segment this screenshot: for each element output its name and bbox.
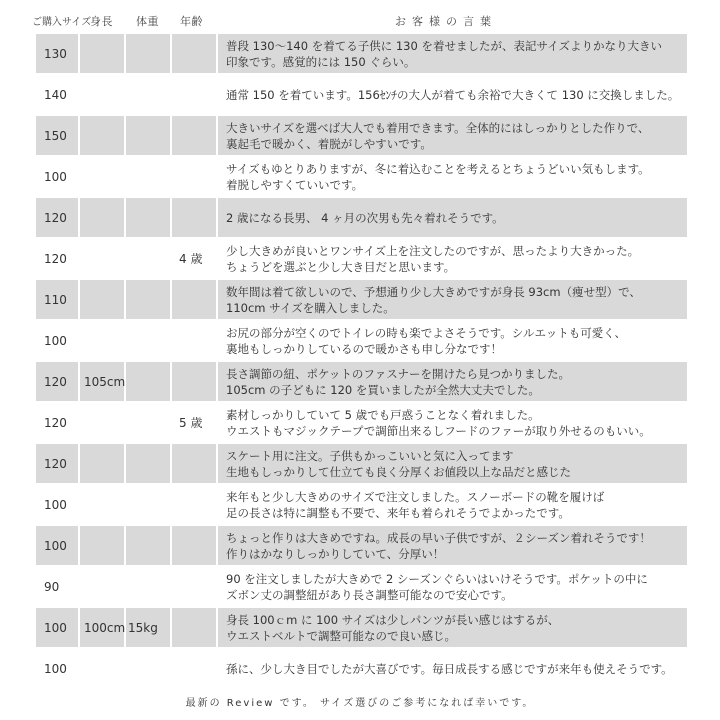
table-row — [36, 75, 687, 114]
weight-cell — [126, 239, 170, 278]
size-cell: 100 — [36, 526, 78, 565]
table-row — [36, 157, 687, 196]
table-row — [36, 34, 687, 73]
height-cell — [80, 444, 124, 483]
height-cell — [80, 239, 124, 278]
age-cell — [172, 75, 216, 114]
height-cell: 105cm — [80, 362, 124, 401]
age-cell — [172, 526, 216, 565]
weight-cell — [126, 362, 170, 401]
table-row — [36, 608, 687, 647]
review-text-cell: 来年もと少し大きめのサイズで注文しました。スノーボードの靴を履けば 足の長さは特に調整も不要で、来年も着られそうでよかったです。 — [226, 489, 605, 520]
table-header — [0, 0, 720, 34]
height-cell — [80, 75, 124, 114]
height-cell — [80, 649, 124, 688]
weight-cell — [126, 526, 170, 565]
review-text-cell: サイズもゆとりありますが、冬に着込むことを考えるとちょうどいい気もします。 着脱しやすくていいです。 — [226, 161, 650, 192]
age-cell — [172, 198, 216, 237]
header-size: ご購入サイズ — [32, 17, 92, 28]
weight-cell — [126, 116, 170, 155]
review-text-cell: 通常 150 を着ています。156ｾﾝﾁの大人が着ても余裕で大きくて 130 に交換しました。 — [226, 87, 680, 102]
size-cell: 120 — [36, 198, 78, 237]
table-row — [36, 239, 687, 278]
review-text-cell: 90 を注文しましたが大きめで 2 シーズンぐらいはいけそうです。ポケットの中に ズボン丈の調整紐があり長さ調整可能なので安心です。 — [226, 571, 648, 602]
age-cell — [172, 567, 216, 606]
height-cell — [80, 526, 124, 565]
review-text-cell: 普段 130〜140 を着てる子供に 130 を着せましたが、表記サイズよりかなり大きい 印象です。感覚的には 150 ぐらい。 — [218, 34, 687, 73]
height-cell — [80, 321, 124, 360]
weight-cell: 15kg — [126, 608, 170, 647]
height-cell — [80, 280, 124, 319]
size-cell: 120 — [36, 444, 78, 483]
size-cell: 110 — [36, 280, 78, 319]
table-row — [36, 649, 687, 688]
size-cell: 100 — [44, 497, 67, 512]
height-cell — [80, 198, 124, 237]
age-cell — [172, 649, 216, 688]
table-row — [36, 567, 687, 606]
height-cell — [80, 567, 124, 606]
size-cell: 140 — [44, 87, 67, 102]
footer-note: 最新の Review です。 サイズ選びのご参考になれば幸いです。 — [185, 698, 535, 709]
review-text-cell: 長さ調節の紐、ポケットのファスナーを開けたら見つかりました。 105cm の子どもに 120 を買いましたが全然大丈夫でした。 — [218, 362, 687, 401]
size-cell: 130 — [36, 34, 78, 73]
age-cell — [172, 321, 216, 360]
height-cell — [80, 157, 124, 196]
weight-cell — [126, 321, 170, 360]
height-cell — [80, 116, 124, 155]
weight-cell — [126, 567, 170, 606]
height-cell — [80, 403, 124, 442]
header-height: 身長 — [90, 15, 113, 28]
size-cell: 100 — [44, 333, 67, 348]
weight-cell — [126, 280, 170, 319]
review-text-cell: ちょっと作りは大きめですね。成長の早い子供ですが、２シーズン着れそうです！ 作りはかなりしっかりしていて、分厚い！ — [218, 526, 687, 565]
weight-cell — [126, 649, 170, 688]
table-row — [36, 116, 687, 155]
weight-cell — [126, 198, 170, 237]
review-text-cell: 少し大きめが良いとワンサイズ上を注文したのですが、思ったより大きかった。 ちょうどを選ぶと少し大き目だと思います。 — [226, 243, 640, 274]
review-text-cell: 数年間は着て欲しいので、予想通り少し大きめですが身長 93cm（痩せ型）で、 110cm サイズを購入しました。 — [218, 280, 687, 319]
weight-cell — [126, 485, 170, 524]
table-row — [36, 198, 687, 237]
header-weight: 体重 — [136, 15, 159, 28]
review-text-cell: 大きいサイズを選べば大人でも着用できます。全体的にはしっかりとした作りで、 裏起毛で暖かく、着脱がしやすいです。 — [218, 116, 687, 155]
review-text-cell: 孫に、少し大き目でしたが大喜びです。毎日成長する感じですが来年も使えそうです。 — [226, 661, 673, 676]
size-cell: 100 — [36, 608, 78, 647]
size-cell: 150 — [36, 116, 78, 155]
age-cell — [172, 157, 216, 196]
height-cell — [80, 485, 124, 524]
table-row — [36, 280, 687, 319]
table-row — [36, 403, 687, 442]
review-text-cell: 身長 100ｃm に 100 サイズは少しパンツが長い感じはするが、 ウエストベルトで調整可能なので良い感じ。 — [218, 608, 687, 647]
table-row — [36, 485, 687, 524]
table-row — [36, 444, 687, 483]
size-cell: 120 — [44, 415, 67, 430]
table-row — [36, 526, 687, 565]
header-customer-voice: お客様の言葉 — [395, 15, 497, 28]
review-table — [36, 34, 687, 690]
table-row — [36, 321, 687, 360]
size-cell: 100 — [44, 169, 67, 184]
weight-cell — [126, 75, 170, 114]
review-text-cell: スケート用に注文。子供もかっこいいと気に入ってます 生地もしっかりして仕立ても良く分厚くお値段以上な品だと感じた — [218, 444, 687, 483]
weight-cell — [126, 403, 170, 442]
age-cell — [172, 34, 216, 73]
age-cell — [172, 362, 216, 401]
age-cell — [172, 116, 216, 155]
review-text-cell: 2 歳になる長男、 4 ヶ月の次男も先々着れそうです。 — [218, 198, 687, 237]
age-cell: 4 歳 — [179, 252, 203, 266]
review-text-cell: お尻の部分が空くのでトイレの時も楽でよさそうです。シルエットも可愛く、 裏地もしっかりしているので暖かさも申し分なです！ — [226, 325, 627, 356]
review-text-cell: 素材しっかりしていて 5 歳でも戸惑うことなく着れました。 ウエストもマジックテープで調節出来るしフードのファーが取り外せるのもいい。 — [226, 407, 651, 438]
height-cell — [80, 34, 124, 73]
size-cell: 100 — [44, 661, 67, 676]
size-cell: 90 — [44, 579, 60, 594]
age-cell — [172, 444, 216, 483]
size-cell: 120 — [44, 251, 67, 266]
header-age: 年齢 — [180, 15, 203, 28]
weight-cell — [126, 444, 170, 483]
age-cell: 5 歳 — [179, 416, 203, 430]
size-cell: 120 — [36, 362, 78, 401]
table-row — [36, 362, 687, 401]
age-cell — [172, 485, 216, 524]
age-cell — [172, 608, 216, 647]
weight-cell — [126, 157, 170, 196]
weight-cell — [126, 34, 170, 73]
height-cell: 100cm — [80, 608, 124, 647]
age-cell — [172, 280, 216, 319]
